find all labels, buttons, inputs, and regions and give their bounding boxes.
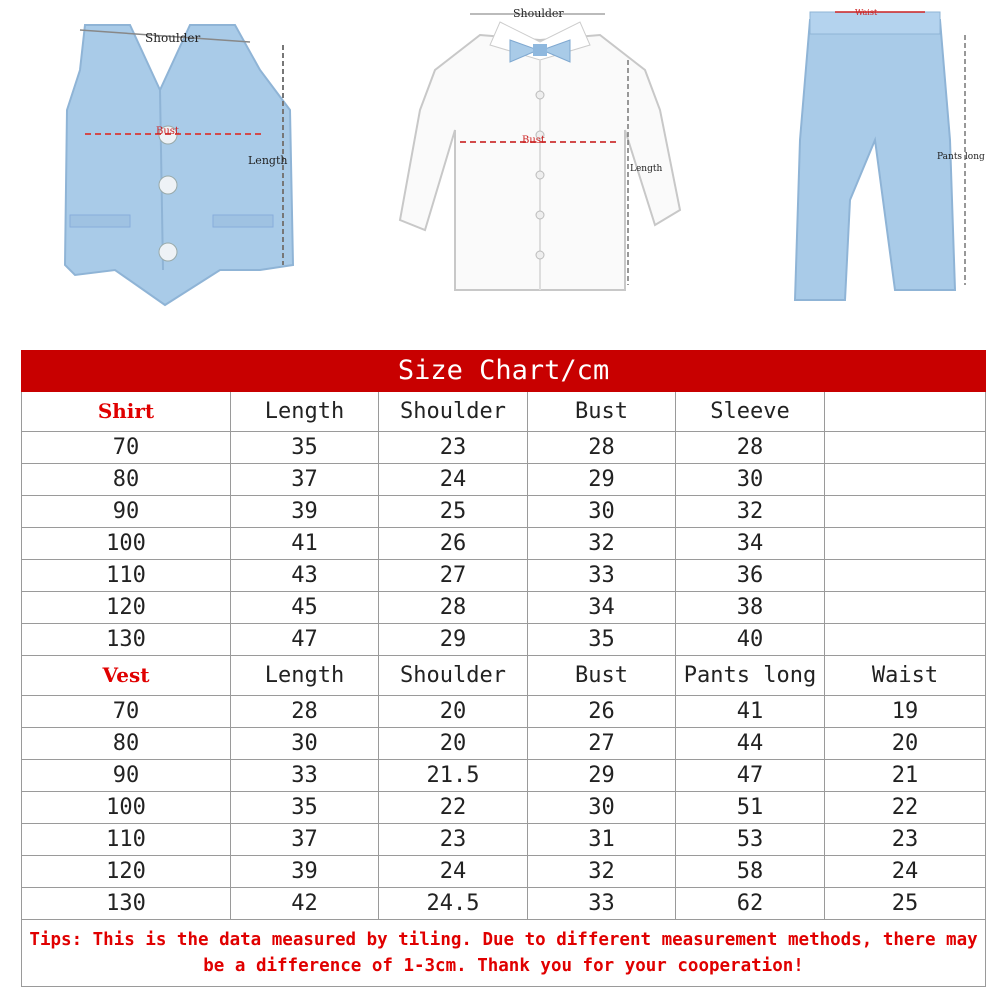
table-cell: 62 bbox=[676, 888, 825, 920]
table-cell: 32 bbox=[528, 528, 676, 560]
table-cell: 25 bbox=[825, 888, 986, 920]
table-cell bbox=[825, 560, 986, 592]
shirt-bust-label: Bust bbox=[522, 135, 545, 146]
vest-image bbox=[55, 0, 315, 320]
table-cell: 90 bbox=[22, 496, 231, 528]
table-cell: 39 bbox=[231, 496, 379, 528]
vest-column-header: Bust bbox=[528, 656, 676, 696]
table-cell: 28 bbox=[676, 432, 825, 464]
tips-row bbox=[22, 920, 986, 987]
table-cell bbox=[825, 592, 986, 624]
table-cell: 24 bbox=[379, 856, 528, 888]
table-cell: 28 bbox=[528, 432, 676, 464]
table-cell: 20 bbox=[825, 728, 986, 760]
table-cell: 19 bbox=[825, 696, 986, 728]
table-row bbox=[22, 496, 986, 528]
table-row bbox=[22, 792, 986, 824]
table-cell: 22 bbox=[825, 792, 986, 824]
size-chart-title-row bbox=[22, 351, 986, 392]
table-cell: 47 bbox=[676, 760, 825, 792]
table-cell: 51 bbox=[676, 792, 825, 824]
table-cell: 23 bbox=[825, 824, 986, 856]
table-row bbox=[22, 696, 986, 728]
table-cell: 130 bbox=[22, 888, 231, 920]
table-cell: 80 bbox=[22, 728, 231, 760]
table-cell: 39 bbox=[231, 856, 379, 888]
table-cell: 33 bbox=[528, 560, 676, 592]
table-cell: 44 bbox=[676, 728, 825, 760]
vest-column-header: Pants long bbox=[676, 656, 825, 696]
vest-bust-label: Bust bbox=[156, 126, 179, 137]
table-cell: 23 bbox=[379, 824, 528, 856]
table-cell: 32 bbox=[528, 856, 676, 888]
table-cell: 26 bbox=[379, 528, 528, 560]
table-cell: 29 bbox=[379, 624, 528, 656]
table-cell: 58 bbox=[676, 856, 825, 888]
pants-waist-label: Waist bbox=[855, 8, 878, 17]
table-cell: 100 bbox=[22, 792, 231, 824]
table-cell: 21.5 bbox=[379, 760, 528, 792]
table-cell: 41 bbox=[231, 528, 379, 560]
table-cell: 28 bbox=[379, 592, 528, 624]
table-cell: 35 bbox=[231, 432, 379, 464]
table-cell: 30 bbox=[528, 792, 676, 824]
table-row bbox=[22, 856, 986, 888]
shirt-shoulder-label: Shoulder bbox=[513, 7, 564, 20]
table-cell: 28 bbox=[231, 696, 379, 728]
vest-column-header: Shoulder bbox=[379, 656, 528, 696]
table-cell: 41 bbox=[676, 696, 825, 728]
table-row bbox=[22, 760, 986, 792]
pants-image bbox=[775, 0, 1000, 320]
vest-shoulder-label: Shoulder bbox=[145, 31, 201, 45]
table-cell: 27 bbox=[379, 560, 528, 592]
table-cell: 47 bbox=[231, 624, 379, 656]
shirt-length-label: Length bbox=[630, 164, 663, 174]
table-cell: 20 bbox=[379, 728, 528, 760]
table-row bbox=[22, 432, 986, 464]
table-cell: 35 bbox=[528, 624, 676, 656]
shirt-header-row bbox=[22, 392, 986, 432]
table-cell: 29 bbox=[528, 464, 676, 496]
table-cell: 35 bbox=[231, 792, 379, 824]
table-cell: 27 bbox=[528, 728, 676, 760]
product-images bbox=[0, 0, 1000, 340]
table-cell: 20 bbox=[379, 696, 528, 728]
table-cell: 38 bbox=[676, 592, 825, 624]
table-cell: 30 bbox=[231, 728, 379, 760]
tips-text: Tips: This is the data measured by tiling. Due to different measurement methods, there may be a difference of 1-3cm. Thank you for your cooperation! bbox=[22, 920, 986, 987]
table-cell: 42 bbox=[231, 888, 379, 920]
table-cell: 24 bbox=[825, 856, 986, 888]
shirt-image bbox=[380, 0, 700, 320]
table-cell: 24 bbox=[379, 464, 528, 496]
table-row bbox=[22, 888, 986, 920]
table-cell: 53 bbox=[676, 824, 825, 856]
table-cell: 120 bbox=[22, 856, 231, 888]
table-cell bbox=[825, 528, 986, 560]
table-cell bbox=[825, 624, 986, 656]
table-cell: 80 bbox=[22, 464, 231, 496]
table-row bbox=[22, 464, 986, 496]
shirt-column-header: Bust bbox=[528, 392, 676, 432]
table-row bbox=[22, 728, 986, 760]
table-row bbox=[22, 824, 986, 856]
table-cell: 100 bbox=[22, 528, 231, 560]
vest-header-row bbox=[22, 656, 986, 696]
vest-section-label: Vest bbox=[22, 656, 231, 696]
table-cell bbox=[825, 464, 986, 496]
table-cell: 22 bbox=[379, 792, 528, 824]
table-cell: 37 bbox=[231, 464, 379, 496]
table-cell: 45 bbox=[231, 592, 379, 624]
table-cell: 32 bbox=[676, 496, 825, 528]
table-cell: 34 bbox=[676, 528, 825, 560]
table-cell: 21 bbox=[825, 760, 986, 792]
table-cell: 36 bbox=[676, 560, 825, 592]
table-cell: 26 bbox=[528, 696, 676, 728]
table-cell: 33 bbox=[231, 760, 379, 792]
table-cell: 37 bbox=[231, 824, 379, 856]
size-chart-table bbox=[21, 350, 986, 987]
table-cell: 33 bbox=[528, 888, 676, 920]
table-cell bbox=[825, 496, 986, 528]
vest-column-header: Waist bbox=[825, 656, 986, 696]
table-row bbox=[22, 592, 986, 624]
pants-long-label: Pants long bbox=[937, 152, 985, 162]
table-cell: 23 bbox=[379, 432, 528, 464]
shirt-section-label: Shirt bbox=[22, 392, 231, 432]
table-cell: 31 bbox=[528, 824, 676, 856]
table-row bbox=[22, 624, 986, 656]
shirt-column-header: Shoulder bbox=[379, 392, 528, 432]
size-chart-title: Size Chart/cm bbox=[22, 351, 986, 392]
table-cell: 25 bbox=[379, 496, 528, 528]
vest-length-label: Length bbox=[248, 154, 288, 167]
table-row bbox=[22, 560, 986, 592]
table-cell: 30 bbox=[676, 464, 825, 496]
table-cell: 34 bbox=[528, 592, 676, 624]
table-cell: 30 bbox=[528, 496, 676, 528]
table-cell: 110 bbox=[22, 560, 231, 592]
shirt-column-header: Length bbox=[231, 392, 379, 432]
table-cell: 70 bbox=[22, 696, 231, 728]
table-cell: 90 bbox=[22, 760, 231, 792]
table-cell: 40 bbox=[676, 624, 825, 656]
table-cell: 43 bbox=[231, 560, 379, 592]
shirt-column-header: Sleeve bbox=[676, 392, 825, 432]
table-cell: 120 bbox=[22, 592, 231, 624]
table-cell: 29 bbox=[528, 760, 676, 792]
table-cell: 110 bbox=[22, 824, 231, 856]
table-cell: 130 bbox=[22, 624, 231, 656]
table-cell bbox=[825, 432, 986, 464]
table-row bbox=[22, 528, 986, 560]
table-cell: 24.5 bbox=[379, 888, 528, 920]
vest-column-header: Length bbox=[231, 656, 379, 696]
shirt-column-header bbox=[825, 392, 986, 432]
table-cell: 70 bbox=[22, 432, 231, 464]
